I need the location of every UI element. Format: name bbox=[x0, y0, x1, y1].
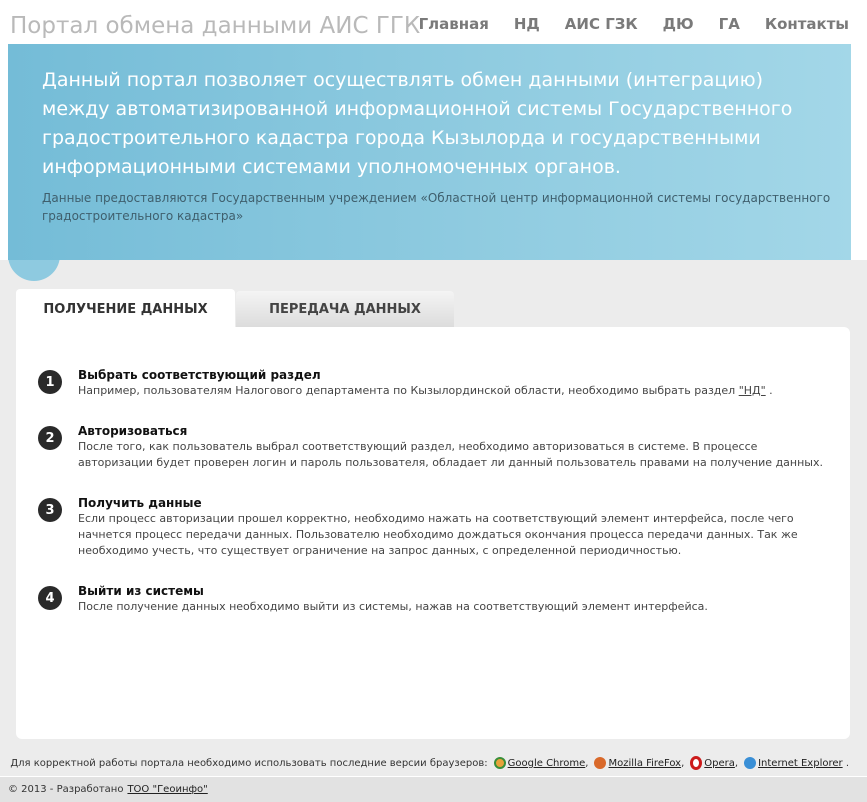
firefox-link[interactable] bbox=[594, 757, 681, 769]
separator: , bbox=[734, 757, 739, 769]
ie-label: Internet Explorer bbox=[758, 757, 843, 769]
chrome-icon bbox=[494, 757, 506, 769]
separator: , bbox=[681, 757, 685, 769]
main-nav bbox=[394, 15, 849, 33]
firefox-icon bbox=[594, 757, 606, 769]
nav-home[interactable]: Главная bbox=[418, 15, 489, 33]
nav-nd[interactable]: НД bbox=[513, 15, 540, 33]
header bbox=[0, 0, 867, 44]
step-title: Выбрать соответствующий раздел bbox=[78, 368, 321, 382]
banner-lead-text: Данный портал позволяет осуществлять обмен данными (интеграцию) между автоматизированной информационной системы Государственного градостроительного кадастра города Кызылорда и государственными информационными системами уполномоченных органов. bbox=[42, 69, 793, 178]
copyright: © 2013 - Разработано bbox=[8, 784, 124, 795]
tab-send-data[interactable]: ПЕРЕДАЧА ДАННЫХ bbox=[236, 291, 454, 327]
step-number: 3 bbox=[38, 498, 62, 522]
chrome-label: Google Chrome bbox=[507, 757, 586, 769]
step-text: После того, как пользователь выбрал соответствующий раздел, необходимо авторизоваться в системе. В процессе авторизации будет проверен логин и пароль пользователя, обладает ли данный пользователь правами на получение данных. bbox=[78, 440, 823, 469]
banner-sub-text: Данные предоставляются Государственным учреждением «Областной центр информационной системы государственного градостроительного кадастра» bbox=[42, 191, 831, 223]
end-mark: . bbox=[845, 757, 849, 769]
step-text: Если процесс авторизации прошел корректно, необходимо нажать на соответствующий элемент интерфейса, после чего начнется процесс передачи данных. Пользователю необходимо дождаться окончания процесса передачи данных. Так же необходимо учесть, что существует ограничение на запрос данных, с определенной периодичностью. bbox=[78, 512, 798, 557]
browser-note: Для корректной работы портала необходимо использовать последние версии браузеров: bbox=[10, 757, 488, 769]
nav-contacts[interactable]: Контакты bbox=[764, 15, 849, 33]
firefox-label: Mozilla FireFox bbox=[608, 757, 682, 769]
step-title: Получить данные bbox=[78, 496, 202, 510]
opera-link[interactable] bbox=[690, 756, 735, 770]
opera-icon bbox=[690, 756, 702, 770]
step-number: 2 bbox=[38, 426, 62, 450]
opera-label: Opera bbox=[704, 757, 735, 769]
nav-ga[interactable]: ГА bbox=[718, 15, 740, 33]
step-title: Авторизоваться bbox=[78, 424, 188, 438]
step-2 bbox=[38, 423, 828, 471]
step-number: 1 bbox=[38, 370, 62, 394]
step-text-part: Например, пользователям Налогового департамента по Кызылординской области, необходимо выбрать раздел bbox=[78, 384, 739, 397]
developer-link[interactable]: ТОО "Геоинфо" bbox=[127, 784, 208, 795]
nav-dyu[interactable]: ДЮ bbox=[662, 15, 694, 33]
browser-requirements bbox=[10, 756, 849, 770]
step-number: 4 bbox=[38, 586, 62, 610]
separator: , bbox=[585, 757, 589, 769]
step-1 bbox=[38, 367, 828, 399]
ie-link[interactable] bbox=[744, 757, 843, 769]
step-text: После получение данных необходимо выйти из системы, нажав на соответствующий элемент интерфейса. bbox=[78, 600, 708, 613]
step-text bbox=[78, 383, 828, 399]
chrome-link[interactable] bbox=[494, 757, 589, 769]
step-text-end: . bbox=[765, 384, 773, 397]
step-title: Выйти из системы bbox=[78, 584, 204, 598]
step-3 bbox=[38, 495, 828, 559]
tab-receive-data[interactable]: ПОЛУЧЕНИЕ ДАННЫХ bbox=[16, 289, 235, 329]
footer bbox=[0, 777, 867, 802]
tab-panel bbox=[16, 327, 850, 739]
site-title: Портал обмена данными АИС ГГК bbox=[10, 13, 421, 39]
nav-ais-gzk[interactable]: АИС ГЗК bbox=[564, 15, 638, 33]
ie-icon bbox=[744, 757, 756, 769]
nd-section-link[interactable]: "НД" bbox=[738, 384, 766, 397]
hero-banner bbox=[8, 44, 851, 260]
step-4 bbox=[38, 583, 828, 615]
